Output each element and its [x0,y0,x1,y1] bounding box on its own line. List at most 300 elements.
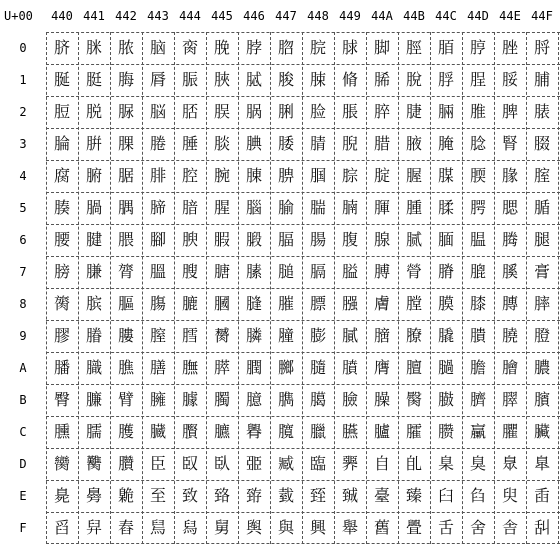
glyph-cell: 臢 [117,454,134,473]
glyph-cell: 膞 [501,294,518,313]
glyph-cell: 膛 [405,294,422,313]
glyph-cell: 臫 [405,454,422,473]
glyph-cell: 臂 [117,390,134,409]
glyph-cell: 腗 [277,166,294,185]
grid-line-horizontal [46,288,560,289]
glyph-cell: 脦 [245,70,262,89]
glyph-cell: 腏 [533,134,550,153]
glyph-cell: 舄 [181,518,198,537]
glyph-cell: 臌 [437,390,454,409]
column-header: 443 [147,9,169,23]
glyph-cell: 臠 [53,454,70,473]
grid-line-horizontal [46,160,560,161]
glyph-cell: 臧 [277,454,294,473]
glyph-cell: 膰 [53,358,70,377]
glyph-cell: 脼 [437,102,454,121]
glyph-cell: 臺 [373,486,390,505]
glyph-cell: 脱 [85,102,102,121]
glyph-cell: 腤 [181,198,198,217]
glyph-cell: 腟 [533,166,550,185]
glyph-cell: 腠 [53,198,70,217]
glyph-cell: 臸 [309,486,326,505]
glyph-cell: 臒 [117,422,134,441]
glyph-cell: 膔 [181,294,198,313]
grid-line-horizontal [46,256,560,257]
glyph-cell: 膇 [277,262,294,281]
glyph-cell: 腔 [181,166,198,185]
glyph-cell: 脲 [117,102,134,121]
glyph-cell: 臃 [149,390,166,409]
glyph-cell: 脥 [213,70,230,89]
glyph-cell: 脽 [469,102,486,121]
glyph-cell: 腊 [373,134,390,153]
glyph-cell: 膈 [309,262,326,281]
glyph-cell: 脵 [213,102,230,121]
glyph-cell: 脶 [245,102,262,121]
glyph-cell: 脨 [309,70,326,89]
glyph-cell: 脓 [117,38,134,57]
column-header: 440 [51,9,73,23]
glyph-cell: 脞 [501,38,518,57]
glyph-cell: 脣 [149,70,166,89]
glyph-cell: 膺 [373,358,390,377]
glyph-cell: 腨 [309,198,326,217]
glyph-cell: 腻 [405,230,422,249]
glyph-cell: 腹 [341,230,358,249]
glyph-cell: 膌 [437,262,454,281]
column-header: 44F [531,9,553,23]
glyph-cell: 膁 [85,262,102,281]
glyph-cell: 脸 [309,102,326,121]
glyph-cell: 脬 [437,70,454,89]
glyph-cell: 膴 [181,358,198,377]
glyph-cell: 腆 [245,134,262,153]
row-header: 8 [19,297,27,311]
glyph-cell: 至 [149,486,166,505]
grid-line-horizontal [46,320,560,321]
glyph-cell: 膮 [501,326,518,345]
glyph-cell: 臞 [501,422,518,441]
glyph-cell: 臈 [309,390,326,409]
grid-line-horizontal [46,480,560,481]
glyph-cell: 腖 [245,166,262,185]
glyph-cell: 膒 [117,294,134,313]
glyph-cell: 脿 [533,102,550,121]
glyph-cell: 膅 [213,262,230,281]
glyph-cell: 膝 [469,294,486,313]
column-header: 44A [371,9,393,23]
glyph-cell: 臇 [277,390,294,409]
glyph-cell: 臚 [373,422,390,441]
glyph-cell: 腈 [309,134,326,153]
glyph-cell: 與 [277,518,294,537]
row-header: 7 [19,265,27,279]
glyph-cell: 膏 [533,262,550,281]
glyph-cell: 膃 [149,262,166,281]
glyph-cell: 膭 [469,326,486,345]
glyph-cell: 腧 [277,198,294,217]
glyph-cell: 脘 [309,38,326,57]
glyph-cell: 脑 [149,38,166,57]
glyph-cell: 膗 [277,294,294,313]
glyph-cell: 腜 [437,166,454,185]
glyph-cell: 膐 [53,294,70,313]
glyph-cell: 臰 [53,486,70,505]
glyph-cell: 腼 [437,230,454,249]
glyph-cell: 脙 [341,38,358,57]
glyph-cell: 臦 [245,454,262,473]
glyph-cell: 膼 [437,358,454,377]
glyph-cell: 脠 [53,70,70,89]
glyph-cell: 脔 [181,38,198,57]
glyph-cell: 膪 [373,326,390,345]
glyph-cell: 腛 [405,166,422,185]
glyph-cell: 腦 [245,198,262,217]
glyph-cell: 脺 [373,102,390,121]
glyph-cell: 腷 [277,230,294,249]
glyph-cell: 膧 [277,326,294,345]
row-header: 4 [19,169,27,183]
glyph-cell: 膩 [341,326,358,345]
glyph-cell: 膄 [181,262,198,281]
glyph-cell: 腳 [149,230,166,249]
glyph-cell: 臑 [85,422,102,441]
glyph-cell: 臐 [53,422,70,441]
glyph-cell: 腇 [277,134,294,153]
glyph-cell: 臲 [117,486,134,505]
glyph-cell: 膨 [309,326,326,345]
grid-line-horizontal [46,512,560,513]
glyph-cell: 臀 [53,390,70,409]
column-header: 44B [403,9,425,23]
glyph-cell: 腪 [373,198,390,217]
glyph-cell: 膻 [405,358,422,377]
glyph-cell: 膂 [117,262,134,281]
glyph-cell: 臻 [405,486,422,505]
glyph-cell: 脻 [405,102,422,121]
glyph-cell: 膿 [533,358,550,377]
glyph-cell: 脐 [53,38,70,57]
row-header: 9 [19,329,27,343]
column-header: 44C [435,9,457,23]
glyph-cell: 腚 [373,166,390,185]
glyph-cell: 脝 [469,38,486,57]
glyph-cell: 脢 [117,70,134,89]
glyph-cell: 膙 [341,294,358,313]
glyph-cell: 腝 [469,166,486,185]
grid-line-horizontal [46,448,560,449]
glyph-cell: 膓 [149,294,166,313]
glyph-cell: 膦 [245,326,262,345]
glyph-cell: 脩 [341,70,358,89]
glyph-cell: 臨 [309,454,326,473]
glyph-cell: 臮 [501,454,518,473]
glyph-cell: 脤 [181,70,198,89]
glyph-cell: 膲 [117,358,134,377]
glyph-cell: 臝 [469,422,486,441]
glyph-cell: 腩 [341,198,358,217]
grid-line-horizontal [46,128,560,129]
glyph-cell: 臅 [213,390,230,409]
glyph-cell: 臿 [533,486,550,505]
glyph-cell: 脟 [533,38,550,57]
glyph-cell: 膵 [213,358,230,377]
glyph-cell: 臉 [341,390,358,409]
glyph-cell: 臓 [149,422,166,441]
glyph-cell: 舊 [373,518,390,537]
column-header: 449 [339,9,361,23]
glyph-cell: 臁 [85,390,102,409]
glyph-cell: 腂 [117,134,134,153]
grid-line-horizontal [46,416,560,417]
grid-line-horizontal [46,96,560,97]
glyph-cell: 臏 [533,390,550,409]
glyph-cell: 腘 [309,166,326,185]
glyph-cell: 脪 [373,70,390,89]
glyph-cell: 臟 [533,422,550,441]
glyph-cell: 腞 [501,166,518,185]
glyph-cell: 臙 [341,422,358,441]
glyph-cell: 膹 [341,358,358,377]
column-header: 441 [83,9,105,23]
glyph-cell: 脭 [469,70,486,89]
glyph-cell: 臖 [245,422,262,441]
glyph-cell: 膊 [373,262,390,281]
glyph-cell: 臱 [85,486,102,505]
code-prefix-label: U+00 [4,9,33,23]
glyph-cell: 興 [309,518,326,537]
glyph-cell: 膸 [309,358,326,377]
row-header: 6 [19,233,27,247]
glyph-cell: 腬 [437,198,454,217]
glyph-cell: 臶 [245,486,262,505]
glyph-cell: 膥 [213,326,230,345]
glyph-cell: 腒 [117,166,134,185]
glyph-cell: 腱 [85,230,102,249]
glyph-cell: 舎 [501,518,518,537]
glyph-cell: 舋 [405,518,422,537]
glyph-cell: 腉 [341,134,358,153]
glyph-cell: 舁 [85,518,102,537]
glyph-cell: 致 [181,486,198,505]
glyph-cell: 臛 [405,422,422,441]
glyph-cell: 臊 [373,390,390,409]
glyph-cell: 腶 [245,230,262,249]
row-header: C [19,425,27,439]
glyph-cell: 脮 [501,70,518,89]
glyph-cell: 腋 [405,134,422,153]
glyph-cell: 臷 [277,486,294,505]
glyph-cell: 膀 [53,262,70,281]
column-header: 448 [307,9,329,23]
glyph-cell: 腮 [501,198,518,217]
glyph-cell: 臣 [149,454,166,473]
row-header: 5 [19,201,27,215]
row-header: F [19,521,27,535]
glyph-cell: 膎 [501,262,518,281]
glyph-cell: 臤 [181,454,198,473]
glyph-cell: 臎 [501,390,518,409]
glyph-cell: 腿 [533,230,550,249]
column-header: 447 [275,9,297,23]
glyph-cell: 膢 [117,326,134,345]
glyph-cell: 膶 [245,358,262,377]
glyph-cell: 脕 [213,38,230,57]
grid-line-horizontal [46,384,560,385]
glyph-cell: 膱 [85,358,102,377]
glyph-cell: 舉 [341,518,358,537]
glyph-cell: 脹 [341,102,358,121]
glyph-cell: 膫 [405,326,422,345]
glyph-cell: 膟 [533,294,550,313]
glyph-cell: 腙 [341,166,358,185]
glyph-cell: 脷 [277,102,294,121]
glyph-cell: 膕 [213,294,230,313]
glyph-cell: 膘 [309,294,326,313]
glyph-cell: 臭 [469,454,486,473]
glyph-cell: 腴 [181,230,198,249]
row-header: 3 [19,137,27,151]
glyph-cell: 腸 [309,230,326,249]
column-header: 442 [115,9,137,23]
glyph-cell: 脫 [405,70,422,89]
glyph-cell: 腅 [213,134,230,153]
glyph-cell: 膬 [437,326,454,345]
glyph-cell: 腎 [501,134,518,153]
glyph-cell: 舀 [53,518,70,537]
glyph-cell: 脜 [437,38,454,57]
glyph-cell: 腡 [85,198,102,217]
glyph-cell: 腕 [213,166,230,185]
grid-line-horizontal [46,224,560,225]
glyph-cell: 舍 [469,518,486,537]
glyph-cell: 膚 [373,294,390,313]
row-header: D [19,457,27,471]
glyph-cell: 腽 [469,230,486,249]
glyph-cell: 臹 [341,486,358,505]
glyph-cell: 臯 [533,454,550,473]
glyph-cell: 臩 [341,454,358,473]
glyph-cell: 膠 [53,326,70,345]
glyph-cell: 臄 [181,390,198,409]
glyph-cell: 舅 [213,518,230,537]
row-header: A [19,361,27,375]
glyph-cell: 臽 [469,486,486,505]
glyph-cell: 脡 [85,70,102,89]
glyph-cell: 腓 [149,166,166,185]
glyph-cell: 膳 [149,358,166,377]
glyph-cell: 臍 [469,390,486,409]
glyph-cell: 舏 [533,518,550,537]
glyph-cell: 膷 [277,358,294,377]
glyph-cell: 腍 [469,134,486,153]
glyph-cell: 脛 [405,38,422,57]
row-header: 0 [19,41,27,55]
glyph-cell: 臋 [405,390,422,409]
glyph-cell: 腫 [405,198,422,217]
glyph-cell: 脒 [85,38,102,57]
glyph-cell: 腰 [53,230,70,249]
grid-line-horizontal [46,32,560,33]
glyph-cell: 自 [373,454,390,473]
grid-line-horizontal [46,192,560,193]
column-header: 444 [179,9,201,23]
glyph-cell: 腺 [373,230,390,249]
glyph-cell: 臆 [245,390,262,409]
glyph-cell: 腑 [85,166,102,185]
glyph-cell: 舆 [245,518,262,537]
glyph-cell: 膜 [437,294,454,313]
glyph-cell: 腵 [213,230,230,249]
glyph-cell: 膽 [469,358,486,377]
glyph-cell: 腁 [85,134,102,153]
glyph-cell: 脳 [149,102,166,121]
glyph-cell: 腣 [149,198,166,217]
glyph-cell: 舌 [437,518,454,537]
column-header: 44E [499,9,521,23]
glyph-cell: 臜 [437,422,454,441]
glyph-cell: 膣 [149,326,166,345]
glyph-cell: 腭 [469,198,486,217]
glyph-cell: 膆 [245,262,262,281]
glyph-cell: 腾 [501,230,518,249]
glyph-cell: 脰 [53,102,70,121]
row-header: 1 [19,73,27,87]
column-header: 445 [211,9,233,23]
glyph-cell: 膯 [533,326,550,345]
glyph-cell: 臡 [85,454,102,473]
glyph-cell: 舃 [149,518,166,537]
glyph-cell: 臗 [277,422,294,441]
glyph-cell: 臘 [309,422,326,441]
glyph-cell: 臥 [213,454,230,473]
glyph-cell: 臬 [437,454,454,473]
glyph-cell: 脴 [181,102,198,121]
column-header: 44D [467,9,489,23]
row-header: 2 [19,105,27,119]
glyph-cell: 膤 [181,326,198,345]
glyph-cell: 膋 [405,262,422,281]
glyph-cell: 脾 [501,102,518,121]
glyph-cell: 腥 [213,198,230,217]
glyph-cell: 膖 [245,294,262,313]
glyph-cell: 脯 [533,70,550,89]
glyph-cell: 臔 [181,422,198,441]
glyph-cell: 脧 [277,70,294,89]
glyph-cell: 腢 [117,198,134,217]
glyph-cell: 臾 [501,486,518,505]
glyph-cell: 臵 [213,486,230,505]
glyph-cell: 腲 [117,230,134,249]
glyph-cell: 脚 [373,38,390,57]
glyph-cell: 膍 [469,262,486,281]
grid-line-horizontal [46,352,560,353]
glyph-cell: 腐 [53,166,70,185]
glyph-cell: 腯 [533,198,550,217]
column-header: 446 [243,9,265,23]
row-header: E [19,489,27,503]
glyph-cell: 腌 [437,134,454,153]
glyph-cell: 膉 [341,262,358,281]
glyph-cell: 膾 [501,358,518,377]
grid-line-horizontal [46,64,560,65]
glyph-cell: 脗 [277,38,294,57]
glyph-cell: 臕 [213,422,230,441]
glyph-cell: 腄 [181,134,198,153]
glyph-cell: 腃 [149,134,166,153]
row-header: B [19,393,27,407]
glyph-cell: 膑 [85,294,102,313]
